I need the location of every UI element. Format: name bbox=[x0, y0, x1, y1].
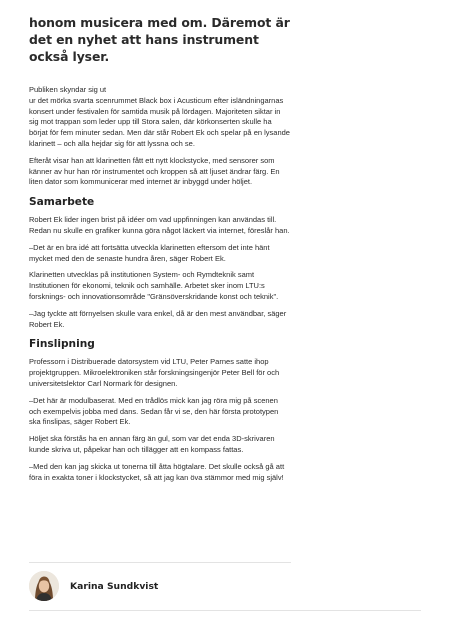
paragraph: –Med den kan jag skicka ut tonerna till åtta högtalare. Det skulle också gå att föra in exakta toner i klockstycket, så att jag kan öva stämmor med mig själv! bbox=[29, 461, 285, 482]
article bbox=[29, 0, 291, 489]
paragraph: Professorn i Distribuerade datorsystem vid LTU, Peter Parnes satte ihop projektgruppen. Mikroelektroniken står forskningsingenjör Peter Bell för och universitetslektor Carl Normark för designen. bbox=[29, 357, 280, 388]
paragraph: –Det är en bra idé att fortsätta utveckla klarinetten eftersom det inte hänt mycket med den de senaste hundra åren, säger Robert Ek. bbox=[29, 242, 270, 263]
paragraph: Klarinetten utvecklas på institutionen System- och Rymdteknik samt Institutionen för ekonomi, teknik och samhälle. Arbetet sker inom LTU:s forsknings- och innovationsområde "Gränsöverskridande konst och teknik". bbox=[29, 270, 279, 301]
author-avatar[interactable] bbox=[29, 571, 59, 601]
author-name[interactable]: Karina Sundkvist bbox=[70, 580, 159, 592]
subheading-samarbete: Samarbete bbox=[29, 196, 95, 209]
paragraph: –Jag tyckte att förnyelsen skulle vara enkel, då är den mest användbar, säger Robert Ek. bbox=[29, 308, 287, 329]
article-lead: honom musicera med om. Däremot är det en nyhet att hans instrument också lyser. bbox=[29, 15, 290, 64]
author-byline[interactable] bbox=[29, 568, 158, 604]
subheading-finslipning: Finslipning bbox=[29, 338, 95, 351]
paragraph: Robert Ek lider ingen brist på idéer om vad uppfinningen kan användas till. Redan nu skulle en grafiker kunna göra något läckert via internet, föreslår han. bbox=[29, 215, 290, 235]
paragraph: –Det här är modulbaserat. Med en trådlös mick kan jag röra mig på scenen och exempelvis jobba med dans. Sedan får vi se, den här första prototypen ska finslipas, säger Robert Ek. bbox=[29, 395, 279, 427]
paragraph: Publiken skyndar sig ut ur det mörka svarta scenrummet Black box i Acusticum efter isländningarnas konsert under festivalen för samtida musik på lördagen. Majoriteten siktar in sig mot trappan som leder upp till Stora salen, där körkonserten skulle ha börjat för fem minuter sedan. Men där står Robert Ek och spelar på en lysande klarinett – och alla hejdar sig för att lyssna och se. bbox=[29, 85, 290, 148]
article-body bbox=[29, 85, 291, 483]
author-divider-top bbox=[29, 562, 291, 563]
paragraph: Efteråt visar han att klarinetten fått ett nytt klockstycke, med sensorer som känner av hur han rör instrumentet och kroppen så att ljuset ändrar färg. En liten dator som kommunicerar med internet är inbyggd under höljet. bbox=[29, 155, 280, 187]
paragraph: Höljet ska förstås ha en annan färg än gul, som var det enda 3D-skrivaren kunde skriva ut, påpekar han och tillägger att en kompass fattas. bbox=[29, 434, 275, 454]
author-portrait-icon bbox=[29, 571, 59, 601]
footer-divider bbox=[29, 610, 421, 611]
